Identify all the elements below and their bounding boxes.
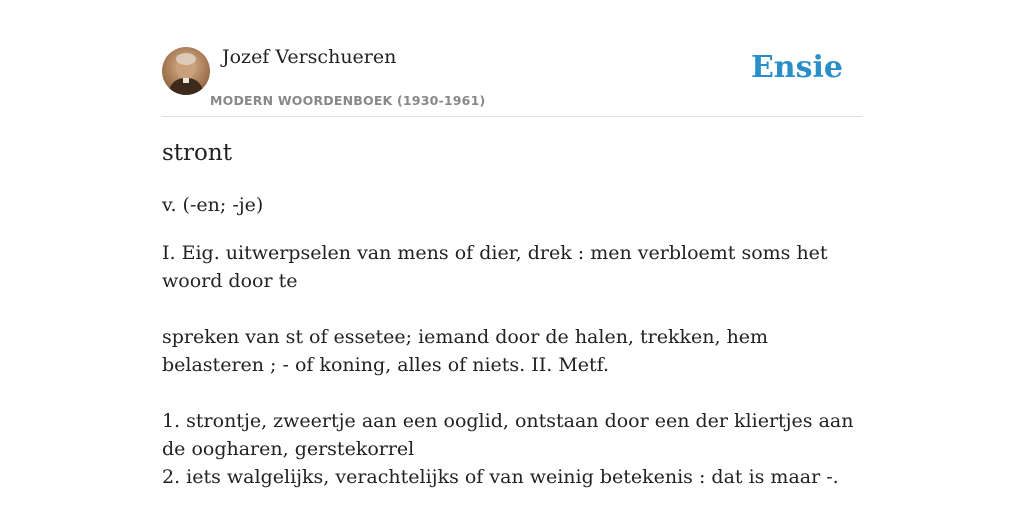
definition-paragraph: 2. iets walgelijks, verachtelijks of van weinig betekenis : dat is maar -. [162, 466, 839, 488]
entry-title: stront [162, 140, 232, 166]
brand-logo[interactable]: Ensie [750, 50, 843, 85]
source-label[interactable]: MODERN WOORDENBOEK (1930-1961) [210, 93, 486, 108]
author-avatar[interactable] [162, 47, 210, 95]
definition-body [162, 239, 862, 491]
author-name[interactable]: Jozef Verschueren [222, 46, 397, 68]
entry-header [162, 44, 862, 117]
definition-paragraph: spreken van st of essetee; iemand door de halen, trekken, hem belasteren ; - of koning, alles of niets. II. Metf. [162, 326, 769, 376]
definition-paragraph: I. Eig. uitwerpselen van mens of dier, drek : men verbloemt soms het woord door te [162, 242, 828, 292]
portrait-photo-icon [162, 47, 210, 95]
definition-paragraph: 1. strontje, zweertje aan een ooglid, ontstaan door een der kliertjes aan de oogharen, gerstekorrel [162, 410, 854, 460]
paragraph-gap [162, 379, 862, 407]
grammar-info: v. (-en; -je) [162, 194, 264, 216]
paragraph-gap [162, 295, 862, 323]
